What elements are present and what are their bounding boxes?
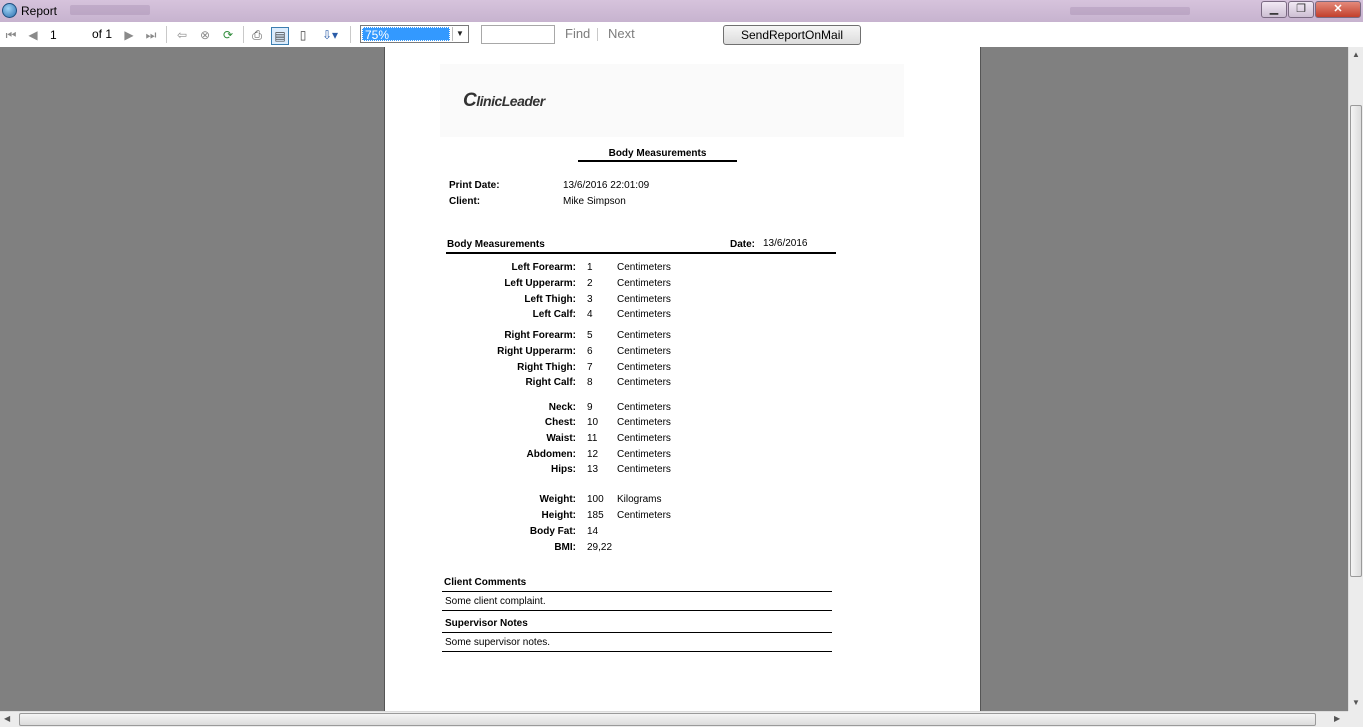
vertical-scrollbar[interactable] (1348, 47, 1363, 711)
measurement-label: Neck: (548, 402, 576, 413)
report-title: Body Measurements (608, 148, 707, 159)
measurement-unit: Centimeters (617, 510, 671, 521)
supervisor-notes-label: Supervisor Notes (445, 618, 528, 629)
print-date-label: Print Date: (449, 180, 500, 191)
measurement-unit: Centimeters (617, 262, 671, 273)
measurement-value: 185 (587, 510, 604, 521)
title-underline (578, 160, 737, 162)
measurement-label: Right Thigh: (517, 362, 576, 373)
measurement-value: 4 (587, 309, 593, 320)
measurement-value: 12 (587, 449, 599, 460)
measurement-unit: Centimeters (617, 433, 671, 444)
measurement-label: Right Calf: (525, 377, 576, 388)
date-label: Date: (730, 239, 756, 250)
scroll-up-icon[interactable]: ▲ (1352, 50, 1360, 59)
measurement-label: Left Thigh: (524, 294, 576, 305)
measurement-label: Right Forearm: (504, 330, 576, 341)
toolbar-separator (597, 28, 598, 41)
divider (442, 651, 832, 652)
measurement-unit: Centimeters (617, 294, 671, 305)
title-faded-text (70, 5, 150, 15)
scroll-left-icon[interactable]: ◀ (4, 714, 11, 723)
measurement-value: 100 (587, 494, 604, 505)
date-value: 13/6/2016 (763, 238, 808, 249)
window-title: Report (21, 4, 58, 18)
measurement-label: Weight: (539, 494, 576, 505)
next-link[interactable]: Next (608, 26, 635, 41)
supervisor-notes-text: Some supervisor notes. (445, 637, 551, 648)
zoom-select[interactable] (360, 25, 469, 43)
divider (442, 632, 832, 633)
measurement-unit: Centimeters (617, 402, 671, 413)
title-faded-text-right (1070, 7, 1190, 15)
scroll-right-icon[interactable]: ▶ (1334, 714, 1341, 723)
client-comments-text: Some client complaint. (445, 596, 546, 607)
measurement-unit: Centimeters (617, 449, 671, 460)
measurement-label: Left Forearm: (511, 262, 576, 273)
measurement-value: 6 (587, 346, 593, 357)
print-icon[interactable]: ⎙ (252, 27, 262, 42)
measurement-value: 9 (587, 402, 593, 413)
title-bar (0, 0, 1363, 22)
first-page-icon[interactable]: ⏮ (5, 27, 17, 42)
app-icon (2, 3, 17, 18)
zoom-value: 75% (362, 27, 450, 41)
measurement-value: 2 (587, 278, 593, 289)
client-label: Client: (449, 196, 481, 207)
minimize-button[interactable]: ▁ (1261, 1, 1287, 18)
measurement-unit: Centimeters (617, 330, 671, 341)
measurement-label: Right Upperarm: (497, 346, 576, 357)
scrollbar-corner (1348, 711, 1363, 727)
toolbar-separator (243, 26, 244, 43)
measurement-label: Chest: (544, 417, 576, 428)
find-link[interactable]: Find (565, 26, 591, 41)
toolbar-separator (166, 26, 167, 43)
page-setup-icon[interactable]: ▯ (299, 28, 307, 42)
stop-icon[interactable]: ⊗ (199, 28, 211, 42)
section-title: Body Measurements (447, 239, 545, 250)
send-report-on-mail-button[interactable]: SendReportOnMail (723, 25, 861, 45)
print-date-value: 13/6/2016 22:01:09 (563, 180, 650, 191)
measurement-value: 3 (587, 294, 593, 305)
measurement-label: Left Upperarm: (504, 278, 576, 289)
horizontal-scroll-thumb[interactable] (19, 713, 1316, 726)
measurement-value: 7 (587, 362, 593, 373)
measurement-label: Waist: (546, 433, 576, 444)
measurement-unit: Centimeters (617, 278, 671, 289)
divider (442, 610, 832, 611)
last-page-icon[interactable]: ⏭ (145, 27, 157, 42)
export-icon[interactable]: ⇩▾ (321, 28, 339, 42)
page-number-input[interactable] (46, 26, 90, 44)
measurement-value: 10 (587, 417, 599, 428)
measurement-label: Left Calf: (532, 309, 576, 320)
client-comments-label: Client Comments (444, 577, 527, 588)
print-layout-icon[interactable]: ▤ (271, 27, 289, 45)
next-page-icon[interactable]: ▶ (124, 28, 134, 42)
clinic-leader-logo: ClinicLeader (463, 90, 545, 111)
measurement-unit: Centimeters (617, 417, 671, 428)
measurement-unit: Centimeters (617, 377, 671, 388)
measurement-label: Hips: (551, 464, 576, 475)
measurement-unit: Centimeters (617, 464, 671, 475)
scroll-down-icon[interactable]: ▼ (1352, 698, 1360, 707)
refresh-icon[interactable]: ⟳ (222, 28, 234, 42)
measurement-unit: Kilograms (617, 494, 662, 505)
measurement-unit: Centimeters (617, 346, 671, 357)
measurement-value: 1 (587, 262, 593, 273)
find-input[interactable] (481, 25, 555, 44)
divider (442, 591, 832, 592)
measurement-unit: Centimeters (617, 309, 671, 320)
toolbar-separator (350, 26, 351, 43)
measurement-label: Body Fat: (529, 526, 576, 537)
maximize-button[interactable]: ❐ (1288, 1, 1314, 18)
measurement-label: Abdomen: (526, 449, 576, 460)
measurement-value: 29,22 (587, 542, 613, 553)
previous-page-icon[interactable]: ◀ (28, 28, 38, 42)
measurement-label: BMI: (554, 542, 576, 553)
section-divider (446, 252, 836, 254)
horizontal-scrollbar[interactable] (0, 711, 1348, 727)
measurement-value: 5 (587, 330, 593, 341)
measurement-value: 11 (587, 433, 598, 444)
client-value: Mike Simpson (563, 196, 626, 207)
chevron-down-icon[interactable]: ▼ (452, 27, 467, 41)
close-button[interactable]: ✕ (1315, 1, 1361, 18)
measurement-label: Height: (541, 510, 576, 521)
report-toolbar (0, 22, 1363, 47)
measurement-value: 14 (587, 526, 599, 537)
vertical-scroll-thumb[interactable] (1350, 105, 1362, 577)
page-count: of 1 (92, 27, 113, 41)
measurement-unit: Centimeters (617, 362, 671, 373)
measurement-value: 8 (587, 377, 593, 388)
back-icon[interactable]: ⇦ (176, 28, 188, 42)
measurement-value: 13 (587, 464, 599, 475)
